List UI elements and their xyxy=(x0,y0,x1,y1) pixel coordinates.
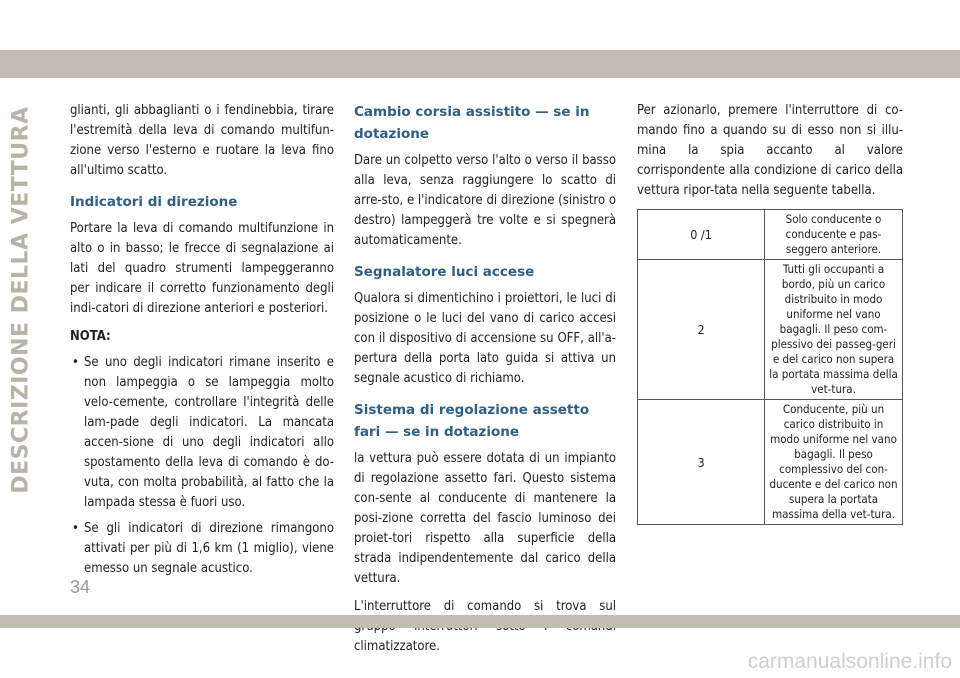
heading-assetto-fari: Sistema di regolazione assetto fari — se in dotazione xyxy=(354,402,590,440)
description-cell: Tutti gli occupanti a bordo, più un carico distribuito in modo uniforme nel vano bagagli. Il peso com-plessivo dei passeg-geri e del carico non supera la portata massima della vet-tura. xyxy=(765,260,903,400)
watermark-text: carmanualsonline.info xyxy=(747,650,952,673)
column-2 xyxy=(354,101,616,665)
description-cell: Solo conducente o conducente e pas-seggero anteriore. xyxy=(765,210,903,260)
setting-cell: 0 /1 xyxy=(638,210,765,260)
paragraph-segnalatore-luci: Qualora si dimentichino i proiettori, le luci di posizione o le luci del vano di carico accesi con il dispositivo di accensione su OFF, all'a-pertura della porta lato guida si attiva un segnale acustico di richiamo. xyxy=(354,291,616,386)
table-row xyxy=(638,210,903,260)
intro-paragraph: glianti, gli abbaglianti o i fendinebbia, tirare l'estremità della leva di comando multifun-zione verso l'esterno e ruotare la leva fino all'ultimo scatto. xyxy=(70,103,334,178)
setting-cell: 2 xyxy=(638,260,765,400)
paragraph-interruttore: L'interruttore di comando si trova sul climatizzatore. xyxy=(354,599,616,654)
description-cell: Conducente, più un carico distribuito in modo uniforme nel vano bagagli. Il peso complessivo del con-ducente e del carico non supera la portata massima della vet-tura. xyxy=(765,400,903,525)
note-label: NOTA: xyxy=(70,329,111,344)
header-bar xyxy=(0,50,960,78)
page-number: 34 xyxy=(70,577,91,597)
paragraph-indicatori: Portare la leva di comando multifunzione in alto o in basso; le frecce di segnalazione ai lati del quadro strumenti lampeggeranno per indicare il corretto funzionamento degli indi-catori di direzione anteriori e posteriori. xyxy=(70,221,334,316)
heading-indicatori-direzione: Indicatori di direzione xyxy=(70,194,238,210)
heading-segnalatore-luci: Segnalatore luci accese xyxy=(354,264,535,280)
load-settings-table xyxy=(637,209,903,525)
column-1 xyxy=(70,101,334,585)
footer-bar xyxy=(0,615,960,628)
paragraph-cambio-corsia: Dare un colpetto verso l'alto o verso il basso alla leva, senza raggiungere lo scatto di arre-sto, e l'indicatore di direzione (sinistro o destro) lampeggerà tre volte e si spegnerà automaticamente. xyxy=(354,153,616,248)
heading-cambio-corsia: Cambio corsia assistito — se in dotazione xyxy=(354,104,590,142)
table-row xyxy=(638,260,903,400)
setting-cell: 3 xyxy=(638,400,765,525)
column-3 xyxy=(637,101,903,525)
bullet-item: • Se uno degli indicatori rimane inserito e non lampeggia o se lampeggia molto velo-cemente, controllare l'integrità delle lam-pade degli indicatori. La mancata accen-sione di uno degli indicatori allo spostamento della leva di comando è do-vuta, con molta probabilità, al fatto che la lampada stessa è fuori uso. xyxy=(70,353,334,513)
table-row xyxy=(638,400,903,525)
section-title-vertical: DESCRIZIONE DELLA VETTURA xyxy=(8,106,34,494)
paragraph-assetto-fari: la vettura può essere dotata di un impianto di regolazione assetto fari. Questo sistema con-sente al conducente di mantenere la posi-zione corretta del fascio luminoso dei proiet-tori rispetto alla superficie della strada indipendentemente dal carico della vettura. xyxy=(354,451,616,586)
paragraph-azionamento: Per azionarlo, premere l'interruttore di co-mando fino a quando su di esso non si illu-mina la spia accanto al valore corrispondente alla condizione di carico della vettura ripor-tata nella seguente tabella. xyxy=(637,103,903,198)
top-margin xyxy=(0,0,960,50)
note-bullet-list xyxy=(70,353,334,579)
bullet-item: • Se gli indicatori di direzione rimangono attivati per più di 1,6 km (1 miglio), viene emesso un segnale acustico. xyxy=(70,519,334,579)
